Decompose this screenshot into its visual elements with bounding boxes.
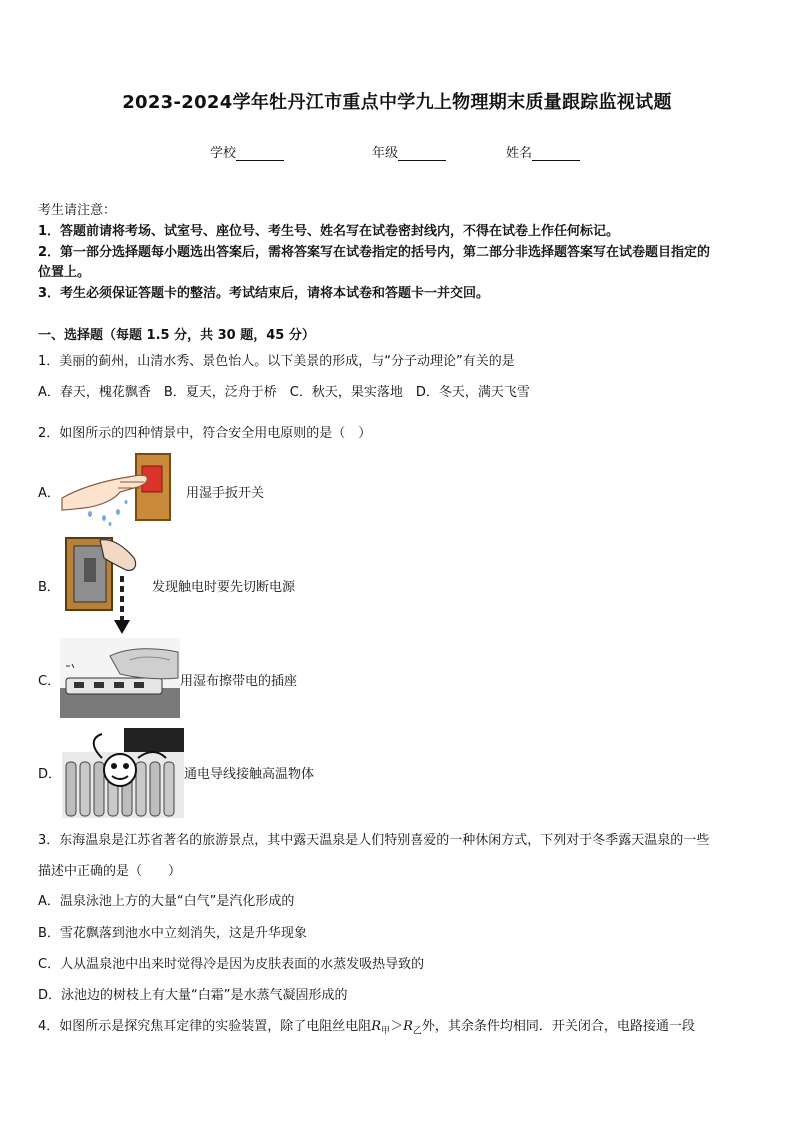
cut-power-switch-image xyxy=(64,536,152,638)
grade-field: 年级 xyxy=(372,142,446,161)
notice-heading: 考生请注意： xyxy=(38,203,117,218)
q3-option-a: A．温泉泳池上方的大量“白气”是汽化形成的 xyxy=(38,894,295,909)
section-heading: 一、选择题（每题 1.5 分，共 30 题，45 分） xyxy=(38,328,315,343)
q2-stem: 2．如图所示的四种情景中，符合安全用电原则的是（ ） xyxy=(38,426,372,441)
q3-option-b: B．雪花飘落到池水中立刻消失，这是升华现象 xyxy=(38,926,307,941)
q2-option-c-text: 用湿布擦带电的插座 xyxy=(180,674,298,689)
notice-item-2-cont: 位置上。 xyxy=(38,265,91,280)
wet-hand-switch-image xyxy=(60,452,172,526)
q3-option-d: D．泳池边的树枝上有大量“白霜”是水蒸气凝固形成的 xyxy=(38,988,348,1003)
r-symbol-1: R xyxy=(371,1019,382,1034)
q3-option-c: C．人从温泉池中出来时觉得冷是因为皮肤表面的水蒸发吸热导致的 xyxy=(38,957,425,972)
name-field: 姓名 xyxy=(506,142,580,161)
q2-option-d-letter: D． xyxy=(38,767,62,782)
school-field: 学校 xyxy=(210,142,284,161)
q2-option-a-letter: A． xyxy=(38,486,60,501)
wet-cloth-socket-image xyxy=(60,638,180,718)
notice-item-2: 2．第一部分选择题每小题选出答案后，需将答案写在试卷指定的括号内，第二部分非选择题答案写在试卷题目指定的 xyxy=(38,245,711,260)
q2-option-b-letter: B． xyxy=(38,580,60,595)
q2-option-d-text: 通电导线接触高温物体 xyxy=(184,767,315,782)
notice-item-3: 3．考生必须保证答题卡的整洁。考试结束后，请将本试卷和答题卡一并交回。 xyxy=(38,286,490,301)
q1-stem: 1．美丽的蓟州，山清水秀、景色怡人。以下美景的形成，与“分子动理论”有关的是 xyxy=(38,354,515,369)
q2-option-b-text: 发现触电时要先切断电源 xyxy=(152,580,296,595)
page-title: 2023-2024学年牡丹江市重点中学九上物理期末质量跟踪监视试题 xyxy=(122,92,672,113)
wire-heater-image xyxy=(62,728,184,818)
r-symbol-2: R xyxy=(403,1019,413,1034)
q1-options: A．春天，槐花飘香 B．夏天，泛舟于桥 C．秋天，果实落地 D．冬天，满天飞雪 xyxy=(38,385,530,400)
school-blank[interactable] xyxy=(236,148,284,161)
q2-option-a-text: 用湿手扳开关 xyxy=(186,486,265,501)
notice-item-1: 1．答题前请将考场、试室号、座位号、考生号、姓名写在试卷密封线内，不得在试卷上作任何标记。 xyxy=(38,224,620,239)
name-blank[interactable] xyxy=(532,148,580,161)
q2-option-c-letter: C． xyxy=(38,674,61,689)
q3-stem-line1: 3．东海温泉是江苏省著名的旅游景点，其中露天温泉是人们特别喜爱的一种休闲方式，下列对于冬季露天温泉的一些 xyxy=(38,833,710,848)
q4-stem: 4．如图所示是探究焦耳定律的实验装置，除了电阻丝电阻$R_甲>R_乙$外，其余条件均相同．开关闭合，电路接通一段 xyxy=(38,1019,695,1037)
q3-stem-line2: 描述中正确的是（ ） xyxy=(38,864,182,879)
grade-blank[interactable] xyxy=(398,148,446,161)
